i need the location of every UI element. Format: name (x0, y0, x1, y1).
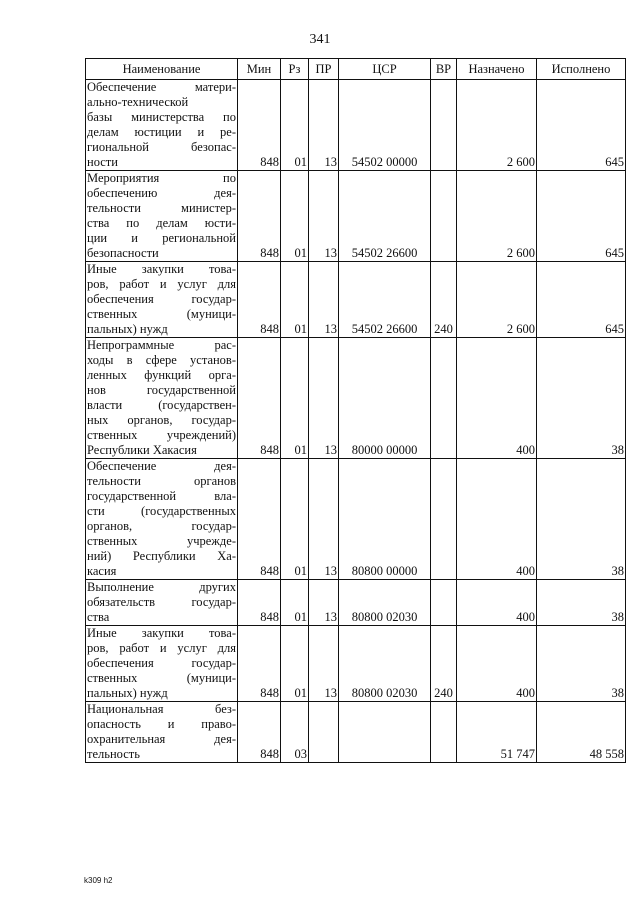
name-line: опасность и право- (87, 717, 236, 731)
row-rz: 01 (281, 338, 309, 459)
row-vr (431, 338, 457, 459)
row-min: 848 (238, 80, 281, 171)
row-rz: 01 (281, 80, 309, 171)
row-pr: 13 (309, 459, 339, 580)
name-line: тельности органов (87, 474, 236, 488)
name-line: ственных учрежде- (87, 534, 236, 548)
row-vr (431, 702, 457, 763)
row-pr (309, 702, 339, 763)
col-header-executed: Исполнено (537, 59, 626, 80)
name-line: безопасности (87, 246, 159, 260)
row-min: 848 (238, 262, 281, 338)
name-line: ных органов, государ- (87, 413, 236, 427)
name-line: делам юстиции и ре- (87, 125, 236, 139)
budget-table (85, 58, 626, 763)
row-pr: 13 (309, 338, 339, 459)
row-min: 848 (238, 580, 281, 626)
row-vr (431, 459, 457, 580)
row-rz: 01 (281, 262, 309, 338)
row-csr: 80000 00000 (339, 338, 431, 459)
row-min: 848 (238, 459, 281, 580)
row-executed: 38 (537, 580, 626, 626)
name-line: Национальная без- (87, 702, 236, 716)
row-min: 848 (238, 338, 281, 459)
table-row (86, 702, 626, 763)
table-row (86, 459, 626, 580)
table-header-row (86, 59, 626, 80)
name-line: Выполнение других (87, 580, 236, 594)
row-csr: 54502 26600 (339, 262, 431, 338)
name-line: Непрограммные рас- (87, 338, 236, 352)
row-pr: 13 (309, 171, 339, 262)
name-line: Иные закупки това- (87, 262, 236, 276)
name-line: нов государственной (87, 383, 236, 397)
name-line: ции и региональной (87, 231, 236, 245)
name-line: ности (87, 155, 118, 169)
name-line: Обеспечение матери- (87, 80, 236, 94)
name-line: органов, государ- (87, 519, 236, 533)
row-executed: 38 (537, 338, 626, 459)
name-line: Иные закупки това- (87, 626, 236, 640)
row-rz: 01 (281, 171, 309, 262)
row-rz: 01 (281, 580, 309, 626)
table-row (86, 338, 626, 459)
name-line: Республики Хакасия (87, 443, 197, 457)
col-header-rz: Рз (281, 59, 309, 80)
name-line: ственных учреждений) (87, 428, 236, 442)
name-line: гиональной безопас- (87, 140, 236, 154)
name-line: тельности министер- (87, 201, 236, 215)
row-executed: 645 (537, 80, 626, 171)
row-csr: 54502 26600 (339, 171, 431, 262)
row-pr: 13 (309, 80, 339, 171)
row-assigned: 400 (457, 580, 537, 626)
row-min: 848 (238, 171, 281, 262)
name-line: власти (государствен- (87, 398, 236, 412)
name-line: ний) Республики Ха- (87, 549, 236, 563)
name-line: обязательств государ- (87, 595, 236, 609)
name-line: ственных (муници- (87, 307, 236, 321)
row-name (86, 459, 238, 580)
col-header-name: Наименование (86, 59, 238, 80)
row-pr: 13 (309, 626, 339, 702)
row-executed: 38 (537, 626, 626, 702)
row-min: 848 (238, 702, 281, 763)
table-row (86, 171, 626, 262)
row-name (86, 580, 238, 626)
row-assigned: 51 747 (457, 702, 537, 763)
name-line: сти (государственных (87, 504, 236, 518)
row-executed: 48 558 (537, 702, 626, 763)
row-rz: 01 (281, 626, 309, 702)
row-assigned: 400 (457, 459, 537, 580)
col-header-vr: ВР (431, 59, 457, 80)
name-line: ства по делам юсти- (87, 216, 236, 230)
row-vr: 240 (431, 626, 457, 702)
row-executed: 38 (537, 459, 626, 580)
name-line: ственных (муници- (87, 671, 236, 685)
name-line: обеспечения государ- (87, 656, 236, 670)
row-csr (339, 702, 431, 763)
row-vr (431, 80, 457, 171)
name-line: пальных) нужд (87, 686, 168, 700)
row-name (86, 626, 238, 702)
name-line: тельность (87, 747, 140, 761)
row-csr: 54502 00000 (339, 80, 431, 171)
name-line: ально-технической (87, 95, 189, 109)
name-line: ленных функций орга- (87, 368, 236, 382)
footer-code: k309 h2 (84, 876, 113, 885)
row-name (86, 80, 238, 171)
name-line: касия (87, 564, 117, 578)
table-row (86, 626, 626, 702)
table-body (86, 80, 626, 763)
row-pr: 13 (309, 580, 339, 626)
row-rz: 03 (281, 702, 309, 763)
table-row (86, 80, 626, 171)
table-row (86, 580, 626, 626)
row-vr (431, 580, 457, 626)
col-header-csr: ЦСР (339, 59, 431, 80)
row-assigned: 2 600 (457, 171, 537, 262)
col-header-pr: ПР (309, 59, 339, 80)
row-name (86, 338, 238, 459)
name-line: Обеспечение дея- (87, 459, 236, 473)
row-csr: 80800 00000 (339, 459, 431, 580)
row-assigned: 400 (457, 626, 537, 702)
row-rz: 01 (281, 459, 309, 580)
row-name (86, 262, 238, 338)
page-number: 341 (309, 32, 331, 47)
name-line: Мероприятия по (87, 171, 236, 185)
name-line: обеспечения государ- (87, 292, 236, 306)
row-executed: 645 (537, 262, 626, 338)
col-header-assigned: Назначено (457, 59, 537, 80)
col-header-min: Мин (238, 59, 281, 80)
table-row (86, 262, 626, 338)
name-line: обеспечению дея- (87, 186, 236, 200)
row-name (86, 702, 238, 763)
row-vr: 240 (431, 262, 457, 338)
row-csr: 80800 02030 (339, 580, 431, 626)
row-assigned: 2 600 (457, 80, 537, 171)
row-vr (431, 171, 457, 262)
name-line: ходы в сфере установ- (87, 353, 236, 367)
name-line: ров, работ и услуг для (87, 277, 236, 291)
name-line: государственной вла- (87, 489, 236, 503)
name-line: охранительная дея- (87, 732, 236, 746)
row-name (86, 171, 238, 262)
row-pr: 13 (309, 262, 339, 338)
name-line: ров, работ и услуг для (87, 641, 236, 655)
name-line: базы министерства по (87, 110, 236, 124)
name-line: ства (87, 610, 110, 624)
name-line: пальных) нужд (87, 322, 168, 336)
row-assigned: 2 600 (457, 262, 537, 338)
row-csr: 80800 02030 (339, 626, 431, 702)
row-executed: 645 (537, 171, 626, 262)
row-min: 848 (238, 626, 281, 702)
row-assigned: 400 (457, 338, 537, 459)
